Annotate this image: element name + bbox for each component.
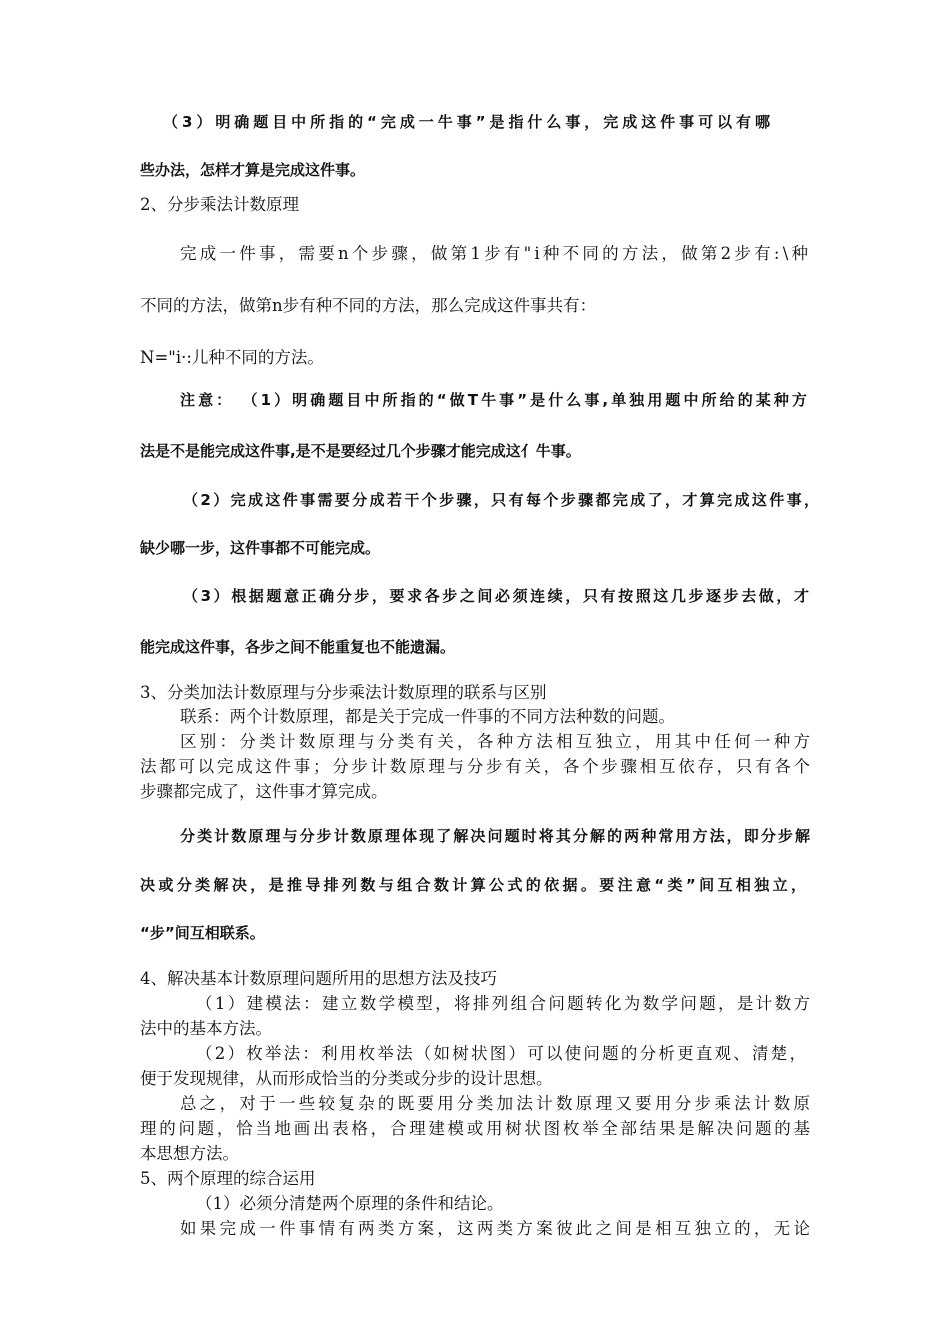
text-line: 总之，对于一些较复杂的既要用分类加法计数原理又要用分步乘法计数原 [180,1094,814,1113]
text-line: 完成一件事，需要n个步骤，做第1步有"i种不同的方法，做第2步有:\种 [180,244,812,263]
text-line: 法中的基本方法。 [140,1019,272,1038]
text-line: （1）建模法：建立数学模型，将排列组合问题转化为数学问题，是计数方 [196,994,813,1013]
text-line: 决或分类解决，是推导排列数与组合数计算公式的依据。要注意“类”间互相独立， [140,876,810,894]
text-line: （1）必须分清楚两个原理的条件和结论。 [196,1194,504,1213]
section-heading: 3、分类加法计数原理与分步乘法计数原理的联系与区别 [140,683,547,702]
text-line: 如果完成一件事情有两类方案，这两类方案彼此之间是相互独立的，无论 [180,1219,814,1238]
text-line: 些办法，怎样才算是完成这件事。 [140,161,366,179]
section-heading: 4、解决基本计数原理问题所用的思想方法及技巧 [140,969,497,988]
text-line: 理的问题，恰当地画出表格，合理建模或用树状图枚举全部结果是解决问题的基 [140,1119,813,1138]
text-line: 法是不是能完成这件事,是不是要经过几个步骤才能完成这亻牛事。 [140,442,581,460]
text-line: 便于发现规律，从而形成恰当的分类或分步的设计思想。 [140,1069,553,1088]
text-line: （3）明确题目中所指的“完成一牛事”是指什么事，完成这件事可以有哪 [163,113,774,131]
text-line: 缺少哪一步，这件事都不可能完成。 [140,539,381,557]
section-heading: 2、分步乘法计数原理 [140,195,299,214]
text-line: （2）枚举法：利用枚举法（如树状图）可以使问题的分析更直观、清楚， [196,1044,809,1063]
section-heading: 5、两个原理的综合运用 [140,1169,316,1188]
text-line: 分类计数原理与分步计数原理体现了解决问题时将其分解的两种常用方法，即分步解 [180,827,813,845]
text-line: 联系：两个计数原理，都是关于完成一件事的不同方法种数的问题。 [180,707,675,726]
text-line: 不同的方法，做第n步有种不同的方法，那么完成这件事共有： [140,296,597,315]
text-line: N="i·:儿种不同的方法。 [140,348,324,367]
text-line: 区别：分类计数原理与分类有关，各种方法相互独立，用其中任何一种方 [180,732,814,751]
text-line: 注意： （1）明确题目中所指的“做T牛事”是什么事,单独用题中所给的某种方 [180,391,811,409]
text-line: 法都可以完成这件事；分步计数原理与分步有关，各个步骤相互依存，只有各个 [140,757,813,776]
text-line: “步”间互相联系。 [140,924,265,942]
text-line: 本思想方法。 [140,1144,239,1163]
text-line: （3）根据题意正确分步，要求各步之间必须连续，只有按照这几步逐步去做，才 [183,587,812,605]
text-line: （2）完成这件事需要分成若干个步骤，只有每个步骤都完成了，才算完成这件事， [183,491,822,509]
text-line: 能完成这件事，各步之间不能重复也不能遗漏。 [140,638,456,656]
text-line: 步骤都完成了，这件事才算完成。 [140,782,388,801]
